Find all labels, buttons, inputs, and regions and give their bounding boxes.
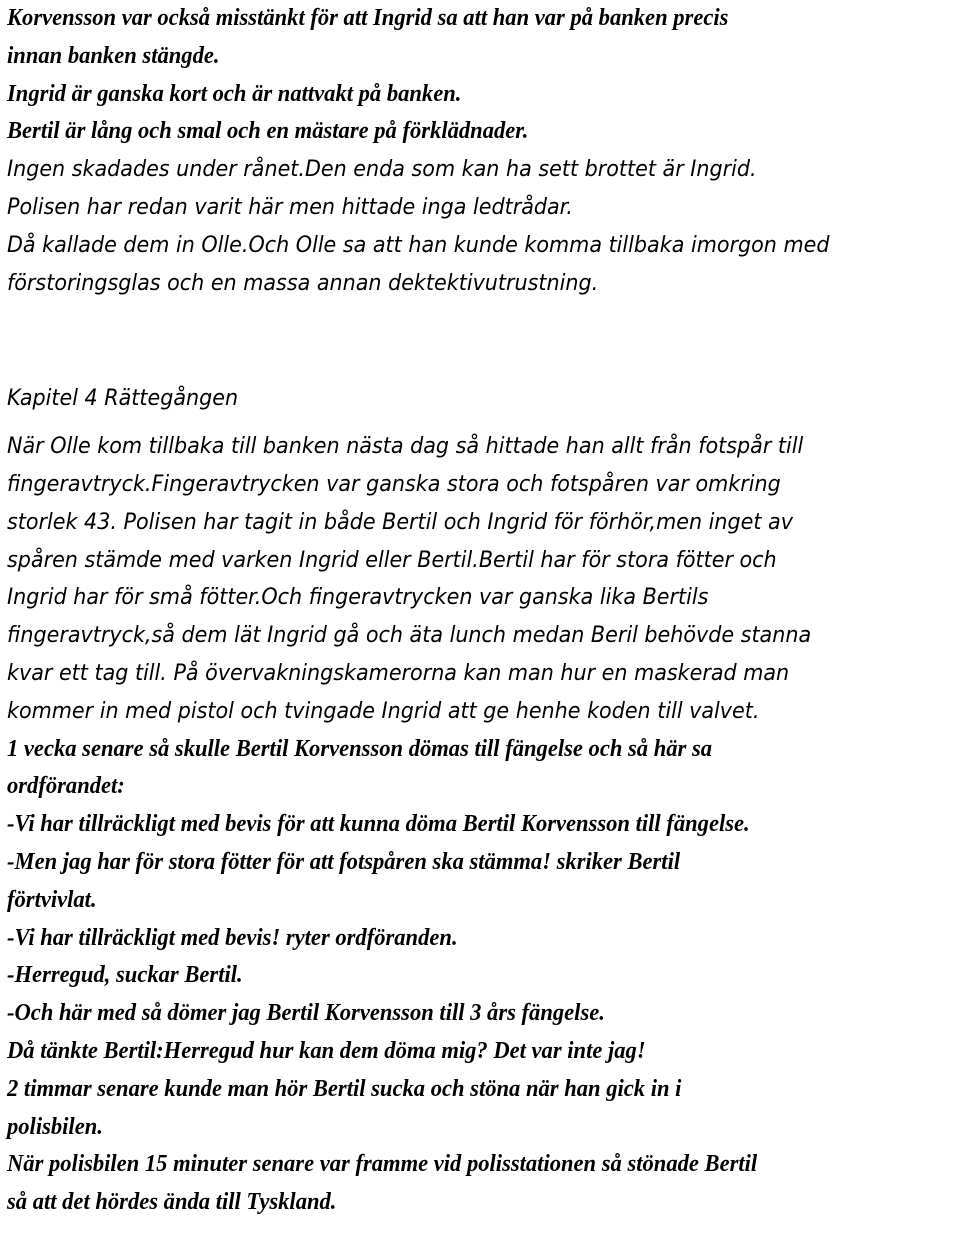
text-line: Korvensson var också misstänkt för att Ingrid sa att han var på banken precis	[7, 5, 729, 31]
text-line: Bertil är lång och smal och en mästare på förklädnader.	[7, 118, 529, 145]
text-line: fingeravtryck.Fingeravtrycken var ganska stora och fotspåren var omkring	[7, 471, 781, 497]
text-line: Ingrid är ganska kort och är nattvakt på banken.	[7, 80, 462, 107]
chapter-heading: Kapitel 4 Rättegången	[7, 386, 239, 412]
section-2	[7, 428, 955, 1222]
text-line: innan banken stängde.	[7, 42, 220, 69]
document-page	[7, 0, 955, 1222]
text-line: När polisbilen 15 minuter senare var framme vid polisstationen så stönade Bertil	[7, 1151, 758, 1178]
text-line: Då tänkte Bertil:Herregud hur kan dem döma mig? Det var inte jag!	[7, 1037, 646, 1064]
text-line: 2 timmar senare kunde man hör Bertil sucka och stöna när han gick in i	[7, 1075, 682, 1102]
text-line: -Vi har tillräckligt med bevis! ryter ordföranden.	[7, 924, 458, 951]
text-line: kommer in med pistol och tvingade Ingrid att ge henhe koden till valvet.	[7, 698, 760, 724]
text-line: spåren stämde med varken Ingrid eller Bertil.Bertil har för stora fötter och	[7, 547, 777, 573]
text-line: Då kallade dem in Olle.Och Olle sa att han kunde komma tillbaka imorgon med	[7, 232, 830, 258]
section-1	[7, 0, 955, 302]
text-line: 1 vecka senare så skulle Bertil Korvensson dömas till fängelse och så här sa	[7, 735, 713, 762]
text-line: Ingen skadades under rånet.Den enda som kan ha sett brottet är Ingrid.	[7, 157, 757, 183]
text-line: så att det hördes ända till Tyskland.	[7, 1189, 337, 1216]
text-line: kvar ett tag till. På övervakningskamerorna kan man hur en maskerad man	[7, 660, 790, 686]
text-line: fingeravtryck,så dem lät Ingrid gå och äta lunch medan Beril behövde stanna	[7, 623, 812, 649]
text-line: Ingrid har för små fötter.Och fingeravtrycken var ganska lika Bertils	[7, 585, 709, 611]
text-line: När Olle kom tillbaka till banken nästa dag så hittade han allt från fotspår till	[7, 434, 804, 460]
text-line: Polisen har redan varit här men hittade inga ledtrådar.	[7, 194, 573, 220]
text-line: -Och här med så dömer jag Bertil Korvensson till 3 års fängelse.	[7, 1000, 605, 1027]
text-line: -Vi har tillräckligt med bevis för att kunna döma Bertil Korvensson till fängelse.	[7, 811, 750, 838]
text-line: ordförandet:	[7, 773, 125, 800]
text-line: storlek 43. Polisen har tagit in både Bertil och Ingrid för förhör,men inget av	[7, 509, 793, 535]
text-line: polisbilen.	[7, 1113, 103, 1140]
text-line: förtvivlat.	[7, 886, 97, 913]
text-line: -Men jag har för stora fötter för att fotspåren ska stämma! skriker Bertil	[7, 848, 681, 875]
text-line: förstoringsglas och en massa annan dektektivutrustning.	[7, 270, 599, 296]
text-line: -Herregud, suckar Bertil.	[7, 962, 243, 989]
